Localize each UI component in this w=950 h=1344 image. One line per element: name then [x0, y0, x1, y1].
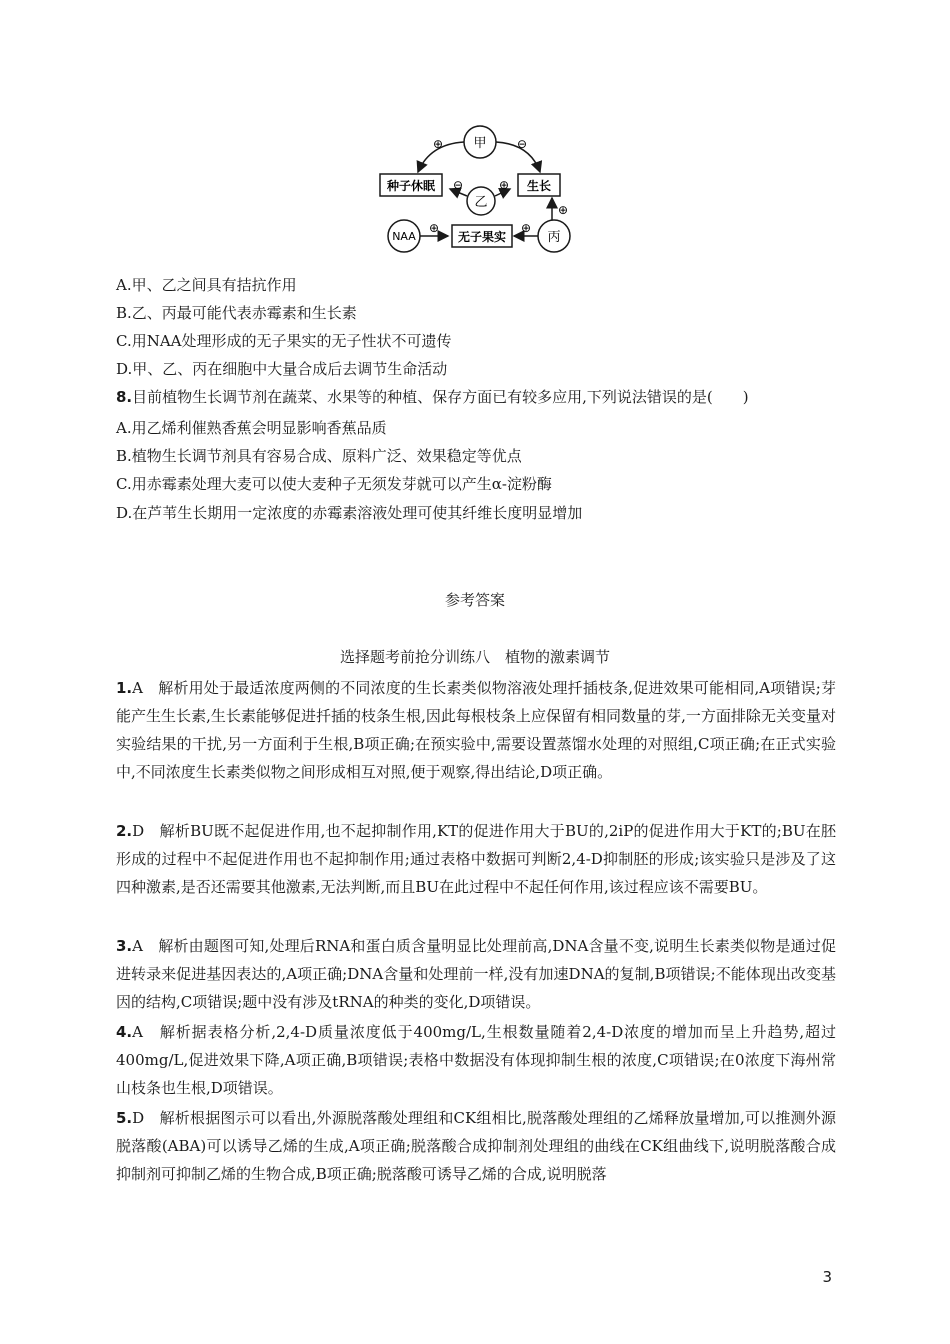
node-dormancy: 种子休眠: [386, 179, 436, 193]
q7-option-d: D.甲、乙、丙在细胞中大量合成后去调节生命活动: [116, 360, 448, 378]
q7-option-a: A.甲、乙之间具有拮抗作用: [116, 276, 297, 294]
answer-1: [116, 674, 836, 786]
answer-2-number: 2.: [116, 822, 133, 840]
q7-option-c: C.用NAA处理形成的无子果实的无子性状不可遗传: [116, 332, 452, 350]
answers-heading: 参考答案: [444, 591, 505, 609]
q7-option-b: B.乙、丙最可能代表赤霉素和生长素: [116, 304, 357, 322]
answers-subheading: 选择题考前抢分训练八 植物的激素调节: [339, 648, 610, 666]
q8-option-c: C.用赤霉素处理大麦可以使大麦种子无须发芽就可以产生α-淀粉酶: [116, 475, 552, 493]
answer-4-text: A 解析据表格分析,2,4-D质量浓度低于400mg/L,生根数量随着2,4-D浓度的增加而呈上升趋势,超过400mg/L,促进效果下降,A项正确,B项错误;表格中数据没有体现抑制生根的浓度,C项错误;在0浓度下海州常山枝条也生根,D项错误。: [116, 1023, 836, 1097]
answer-5-text: D 解析根据图示可以看出,外源脱落酸处理组和CK组相比,脱落酸处理组的乙烯释放量增加,可以推测外源脱落酸(ABA)可以诱导乙烯的生成,A项正确;脱落酸合成抑制剂处理组的曲线在CK组曲线下,说明脱落酸合成抑制剂可抑制乙烯的生物合成,B项正确;脱落酸可诱导乙烯的合成,说明脱落: [116, 1109, 836, 1183]
answer-3-number: 3.: [116, 937, 133, 955]
q8-stem: [116, 387, 749, 407]
sign-bing-seedless: ⊕: [520, 221, 532, 235]
q8-option-d: D.在芦苇生长期用一定浓度的赤霉素溶液处理可使其纤维长度明显增加: [116, 504, 583, 522]
answer-1-number: 1.: [116, 679, 133, 697]
q8-number: 8.: [116, 388, 133, 406]
sign-jia-dormancy: ⊕: [432, 137, 444, 151]
sign-yi-growth: ⊕: [498, 178, 510, 192]
node-growth: 生长: [526, 179, 552, 193]
q8-option-a: A.用乙烯利催熟香蕉会明显影响香蕉品质: [116, 419, 387, 437]
answer-2-text: D 解析BU既不起促进作用,也不起抑制作用,KT的促进作用大于BU的,2iP的促进作用大于KT的;BU在胚形成的过程中不起促进作用也不起抑制作用;通过表格中数据可判断2,4-D抑制胚的形成;该实验只是涉及了这四种激素,是否还需要其他激素,无法判断,而且BU在此过程中不起任何作用,该过程应该不需要BU。: [116, 822, 836, 896]
node-jia: 甲: [473, 136, 487, 151]
answer-4-number: 4.: [116, 1023, 133, 1041]
sign-jia-growth: ⊖: [516, 137, 528, 151]
node-yi: 乙: [474, 195, 488, 210]
sign-bing-growth: ⊕: [557, 203, 569, 217]
q8-stem-text: 目前植物生长调节剂在蔬菜、水果等的种植、保存方面已有较多应用,下列说法错误的是( ): [132, 388, 749, 406]
answer-5: [116, 1104, 836, 1188]
sign-naa-seedless: ⊕: [428, 221, 440, 235]
sign-yi-dormancy: ⊖: [452, 178, 464, 192]
hormone-diagram: [370, 122, 580, 262]
node-bing: 丙: [547, 230, 561, 245]
answer-3-text: A 解析由题图可知,处理后RNA和蛋白质含量明显比处理前高,DNA含量不变,说明生长素类似物是通过促进转录来促进基因表达的,A项正确;DNA含量和处理前一样,没有加速DNA的复制,B项错误;不能体现出改变基因的结构,C项错误;题中没有涉及tRNA的种类的变化,D项错误。: [116, 937, 836, 1011]
answer-5-number: 5.: [116, 1109, 133, 1127]
node-seedless: 无子果实: [457, 230, 507, 244]
answer-3: [116, 932, 836, 1016]
node-naa: NAA: [392, 230, 416, 243]
answer-1-text: A 解析用处于最适浓度两侧的不同浓度的生长素类似物溶液处理扦插枝条,促进效果可能相同,A项错误;芽能产生生长素,生长素能够促进扦插的枝条生根,因此每根枝条上应保留有相同数量的芽,一方面排除无关变量对实验结果的干扰,另一方面利于生根,B项正确;在预实验中,需要设置蒸馏水处理的对照组,C项正确;在正式实验中,不同浓度生长素类似物之间形成相互对照,便于观察,得出结论,D项正确。: [116, 679, 836, 781]
page-number: 3: [822, 1268, 832, 1286]
answer-4: [116, 1018, 836, 1102]
answer-2: [116, 817, 836, 901]
q8-option-b: B.植物生长调节剂具有容易合成、原料广泛、效果稳定等优点: [116, 447, 522, 465]
